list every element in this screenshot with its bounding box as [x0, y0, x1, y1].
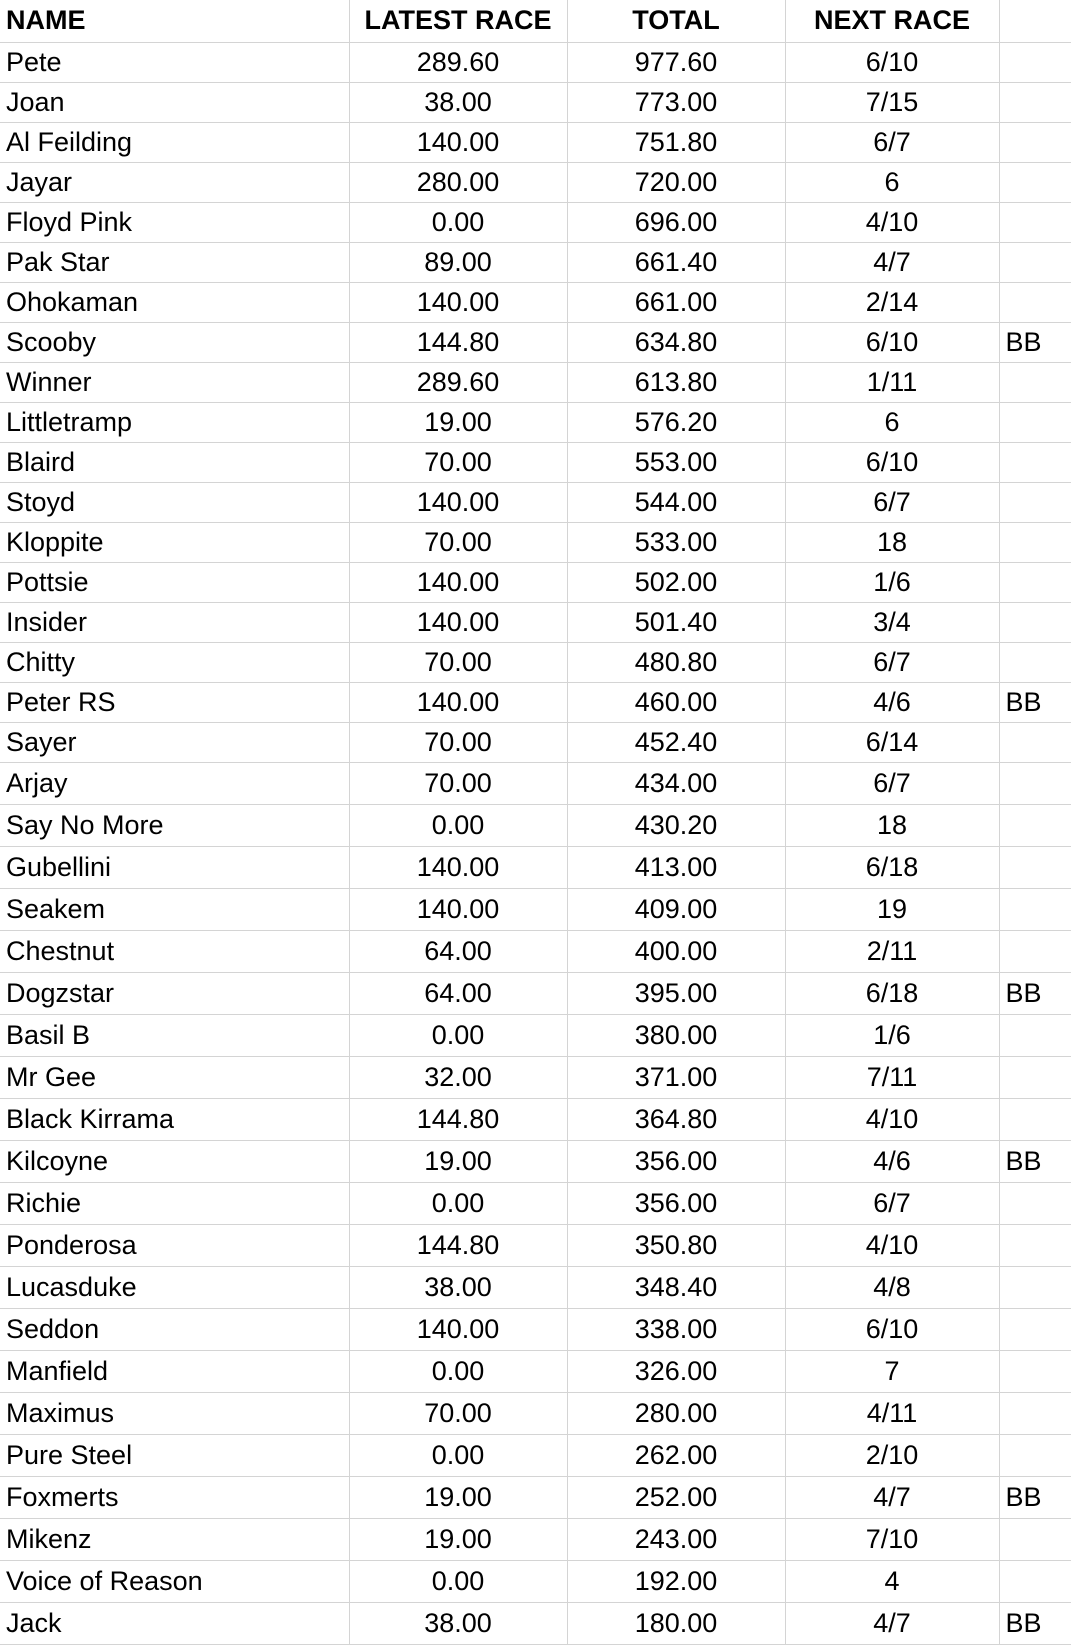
table-row [0, 1392, 1071, 1434]
cell-latest-race[interactable]: 280.00 [349, 162, 567, 202]
cell-latest-race[interactable]: 19.00 [349, 1476, 567, 1518]
cell-total[interactable]: 262.00 [567, 1434, 785, 1476]
cell-name[interactable]: Chestnut [0, 930, 349, 972]
cell-latest-race[interactable]: 144.80 [349, 1224, 567, 1266]
cell-next-race[interactable]: 4/10 [785, 1224, 999, 1266]
cell-name[interactable]: Kloppite [0, 522, 349, 562]
cell-latest-race[interactable]: 140.00 [349, 122, 567, 162]
cell-flag[interactable] [999, 522, 1071, 562]
table-row [0, 1224, 1071, 1266]
cell-flag[interactable] [999, 846, 1071, 888]
cell-total[interactable]: 280.00 [567, 1392, 785, 1434]
cell-flag[interactable] [999, 1266, 1071, 1308]
table-row [0, 804, 1071, 846]
cell-next-race[interactable]: 2/11 [785, 930, 999, 972]
cell-flag[interactable] [999, 1560, 1071, 1602]
cell-total[interactable]: 413.00 [567, 846, 785, 888]
cell-name[interactable]: Dogzstar [0, 972, 349, 1014]
cell-name[interactable]: Winner [0, 362, 349, 402]
cell-next-race[interactable]: 4/11 [785, 1392, 999, 1434]
cell-total[interactable]: 326.00 [567, 1350, 785, 1392]
table-row [0, 762, 1071, 804]
cell-latest-race[interactable]: 0.00 [349, 202, 567, 242]
cell-flag[interactable]: BB [999, 682, 1071, 722]
cell-next-race[interactable]: 4 [785, 1560, 999, 1602]
table-row [0, 1098, 1071, 1140]
cell-total[interactable]: 613.80 [567, 362, 785, 402]
cell-next-race[interactable]: 4/7 [785, 242, 999, 282]
cell-name[interactable]: Black Kirrama [0, 1098, 349, 1140]
cell-next-race[interactable]: 6/10 [785, 322, 999, 362]
cell-flag[interactable] [999, 242, 1071, 282]
cell-next-race[interactable]: 6/7 [785, 482, 999, 522]
cell-next-race[interactable]: 6/7 [785, 1182, 999, 1224]
table-row [0, 1350, 1071, 1392]
header-row [0, 0, 1071, 42]
cell-total[interactable]: 501.40 [567, 602, 785, 642]
cell-flag[interactable] [999, 1350, 1071, 1392]
cell-latest-race[interactable]: 70.00 [349, 762, 567, 804]
cell-flag[interactable] [999, 722, 1071, 762]
cell-latest-race[interactable]: 140.00 [349, 282, 567, 322]
table-row [0, 1560, 1071, 1602]
table-row [0, 1056, 1071, 1098]
cell-next-race[interactable]: 19 [785, 888, 999, 930]
cell-next-race[interactable]: 4/10 [785, 1098, 999, 1140]
cell-total[interactable]: 338.00 [567, 1308, 785, 1350]
cell-flag[interactable]: BB [999, 1476, 1071, 1518]
cell-latest-race[interactable]: 38.00 [349, 1602, 567, 1644]
cell-next-race[interactable]: 7/10 [785, 1518, 999, 1560]
table-row [0, 1518, 1071, 1560]
table-row [0, 482, 1071, 522]
cell-next-race[interactable]: 7/15 [785, 82, 999, 122]
table-row [0, 522, 1071, 562]
cell-next-race[interactable]: 6/7 [785, 642, 999, 682]
cell-next-race[interactable]: 6/10 [785, 1308, 999, 1350]
cell-name[interactable]: Chitty [0, 642, 349, 682]
cell-latest-race[interactable]: 70.00 [349, 442, 567, 482]
cell-flag[interactable]: BB [999, 1602, 1071, 1644]
cell-name[interactable]: Foxmerts [0, 1476, 349, 1518]
cell-latest-race[interactable]: 140.00 [349, 888, 567, 930]
table-row [0, 602, 1071, 642]
cell-total[interactable]: 977.60 [567, 42, 785, 82]
table-row [0, 122, 1071, 162]
table-row [0, 562, 1071, 602]
table-row [0, 682, 1071, 722]
cell-next-race[interactable]: 6/7 [785, 762, 999, 804]
table-row [0, 82, 1071, 122]
header-flag[interactable] [999, 0, 1071, 42]
cell-total[interactable]: 544.00 [567, 482, 785, 522]
cell-total[interactable]: 661.40 [567, 242, 785, 282]
cell-total[interactable]: 350.80 [567, 1224, 785, 1266]
cell-total[interactable]: 751.80 [567, 122, 785, 162]
table-row [0, 930, 1071, 972]
table-row [0, 722, 1071, 762]
cell-latest-race[interactable]: 140.00 [349, 602, 567, 642]
cell-total[interactable]: 720.00 [567, 162, 785, 202]
cell-total[interactable]: 409.00 [567, 888, 785, 930]
table-row [0, 162, 1071, 202]
cell-total[interactable]: 180.00 [567, 1602, 785, 1644]
cell-flag[interactable] [999, 1098, 1071, 1140]
cell-total[interactable]: 356.00 [567, 1182, 785, 1224]
cell-name[interactable]: Scooby [0, 322, 349, 362]
cell-total[interactable]: 371.00 [567, 1056, 785, 1098]
cell-total[interactable]: 434.00 [567, 762, 785, 804]
cell-total[interactable]: 395.00 [567, 972, 785, 1014]
cell-flag[interactable]: BB [999, 1140, 1071, 1182]
table-row [0, 642, 1071, 682]
cell-latest-race[interactable]: 140.00 [349, 846, 567, 888]
cell-flag[interactable] [999, 362, 1071, 402]
cell-flag[interactable] [999, 402, 1071, 442]
cell-flag[interactable]: BB [999, 972, 1071, 1014]
cell-name[interactable]: Joan [0, 82, 349, 122]
cell-name[interactable]: Blaird [0, 442, 349, 482]
cell-latest-race[interactable]: 70.00 [349, 722, 567, 762]
cell-flag[interactable]: BB [999, 322, 1071, 362]
cell-total[interactable]: 364.80 [567, 1098, 785, 1140]
table-row [0, 362, 1071, 402]
cell-latest-race[interactable]: 64.00 [349, 930, 567, 972]
cell-name[interactable]: Pete [0, 42, 349, 82]
cell-total[interactable]: 460.00 [567, 682, 785, 722]
cell-name[interactable]: Seddon [0, 1308, 349, 1350]
cell-name[interactable]: Pottsie [0, 562, 349, 602]
cell-flag[interactable] [999, 1392, 1071, 1434]
table-row [0, 282, 1071, 322]
table-row [0, 1182, 1071, 1224]
header-next-race[interactable]: NEXT RACE [785, 0, 999, 42]
cell-total[interactable]: 576.20 [567, 402, 785, 442]
cell-latest-race[interactable]: 289.60 [349, 42, 567, 82]
cell-next-race[interactable]: 2/14 [785, 282, 999, 322]
cell-latest-race[interactable]: 19.00 [349, 1140, 567, 1182]
cell-flag[interactable] [999, 1056, 1071, 1098]
cell-total[interactable]: 252.00 [567, 1476, 785, 1518]
cell-total[interactable]: 452.40 [567, 722, 785, 762]
cell-latest-race[interactable]: 140.00 [349, 562, 567, 602]
cell-flag[interactable] [999, 482, 1071, 522]
cell-flag[interactable] [999, 642, 1071, 682]
cell-next-race[interactable]: 6/7 [785, 122, 999, 162]
cell-latest-race[interactable]: 144.80 [349, 322, 567, 362]
cell-next-race[interactable]: 6/14 [785, 722, 999, 762]
cell-name[interactable]: Pure Steel [0, 1434, 349, 1476]
cell-next-race[interactable]: 1/11 [785, 362, 999, 402]
cell-name[interactable]: Gubellini [0, 846, 349, 888]
cell-flag[interactable] [999, 282, 1071, 322]
cell-latest-race[interactable]: 19.00 [349, 1518, 567, 1560]
cell-latest-race[interactable]: 0.00 [349, 804, 567, 846]
cell-total[interactable]: 773.00 [567, 82, 785, 122]
cell-name[interactable]: Insider [0, 602, 349, 642]
cell-name[interactable]: Maximus [0, 1392, 349, 1434]
cell-latest-race[interactable]: 140.00 [349, 482, 567, 522]
cell-next-race[interactable]: 6 [785, 402, 999, 442]
table-row [0, 402, 1071, 442]
cell-latest-race[interactable]: 70.00 [349, 522, 567, 562]
cell-next-race[interactable]: 4/6 [785, 682, 999, 722]
cell-name[interactable]: Seakem [0, 888, 349, 930]
cell-latest-race[interactable]: 140.00 [349, 1308, 567, 1350]
cell-latest-race[interactable]: 70.00 [349, 642, 567, 682]
cell-latest-race[interactable]: 289.60 [349, 362, 567, 402]
cell-next-race[interactable]: 4/6 [785, 1140, 999, 1182]
cell-next-race[interactable]: 7/11 [785, 1056, 999, 1098]
table-row [0, 1014, 1071, 1056]
cell-total[interactable]: 243.00 [567, 1518, 785, 1560]
cell-name[interactable]: Basil B [0, 1014, 349, 1056]
cell-flag[interactable] [999, 1434, 1071, 1476]
cell-next-race[interactable]: 18 [785, 804, 999, 846]
cell-latest-race[interactable]: 32.00 [349, 1056, 567, 1098]
cell-flag[interactable] [999, 1014, 1071, 1056]
cell-flag[interactable] [999, 1308, 1071, 1350]
table-row [0, 1602, 1071, 1644]
cell-next-race[interactable]: 1/6 [785, 562, 999, 602]
cell-next-race[interactable]: 18 [785, 522, 999, 562]
cell-name[interactable]: Sayer [0, 722, 349, 762]
cell-next-race[interactable]: 4/7 [785, 1602, 999, 1644]
cell-name[interactable]: Jayar [0, 162, 349, 202]
cell-flag[interactable] [999, 1182, 1071, 1224]
cell-latest-race[interactable]: 19.00 [349, 402, 567, 442]
cell-name[interactable]: Floyd Pink [0, 202, 349, 242]
cell-flag[interactable] [999, 42, 1071, 82]
table-row [0, 1476, 1071, 1518]
cell-latest-race[interactable]: 144.80 [349, 1098, 567, 1140]
cell-total[interactable]: 696.00 [567, 202, 785, 242]
header-name[interactable]: NAME [0, 0, 349, 42]
cell-name[interactable]: Richie [0, 1182, 349, 1224]
cell-latest-race[interactable]: 89.00 [349, 242, 567, 282]
cell-next-race[interactable]: 4/8 [785, 1266, 999, 1308]
table-row [0, 442, 1071, 482]
cell-flag[interactable] [999, 442, 1071, 482]
cell-latest-race[interactable]: 0.00 [349, 1350, 567, 1392]
cell-next-race[interactable]: 6 [785, 162, 999, 202]
cell-next-race[interactable]: 6/10 [785, 42, 999, 82]
cell-total[interactable]: 380.00 [567, 1014, 785, 1056]
cell-total[interactable]: 661.00 [567, 282, 785, 322]
cell-latest-race[interactable]: 64.00 [349, 972, 567, 1014]
cell-flag[interactable] [999, 162, 1071, 202]
cell-flag[interactable] [999, 122, 1071, 162]
cell-total[interactable]: 356.00 [567, 1140, 785, 1182]
cell-latest-race[interactable]: 0.00 [349, 1560, 567, 1602]
table-row [0, 42, 1071, 82]
cell-flag[interactable] [999, 1224, 1071, 1266]
cell-latest-race[interactable]: 0.00 [349, 1014, 567, 1056]
cell-name[interactable]: Kilcoyne [0, 1140, 349, 1182]
table-row [0, 1140, 1071, 1182]
cell-flag[interactable] [999, 762, 1071, 804]
cell-total[interactable]: 400.00 [567, 930, 785, 972]
cell-name[interactable]: Pak Star [0, 242, 349, 282]
cell-flag[interactable] [999, 1518, 1071, 1560]
cell-latest-race[interactable]: 0.00 [349, 1434, 567, 1476]
cell-total[interactable]: 634.80 [567, 322, 785, 362]
cell-total[interactable]: 430.20 [567, 804, 785, 846]
cell-name[interactable]: Lucasduke [0, 1266, 349, 1308]
cell-next-race[interactable]: 7 [785, 1350, 999, 1392]
table-row [0, 1308, 1071, 1350]
cell-total[interactable]: 533.00 [567, 522, 785, 562]
header-total[interactable]: TOTAL [567, 0, 785, 42]
cell-name[interactable]: Ohokaman [0, 282, 349, 322]
table-row [0, 322, 1071, 362]
cell-total[interactable]: 348.40 [567, 1266, 785, 1308]
cell-total[interactable]: 502.00 [567, 562, 785, 602]
cell-latest-race[interactable]: 140.00 [349, 682, 567, 722]
cell-name[interactable]: Al Feilding [0, 122, 349, 162]
cell-next-race[interactable]: 2/10 [785, 1434, 999, 1476]
table-row [0, 202, 1071, 242]
cell-flag[interactable] [999, 82, 1071, 122]
cell-name[interactable]: Peter RS [0, 682, 349, 722]
cell-name[interactable]: Littletramp [0, 402, 349, 442]
cell-next-race[interactable]: 6/10 [785, 442, 999, 482]
cell-flag[interactable] [999, 202, 1071, 242]
cell-total[interactable]: 553.00 [567, 442, 785, 482]
cell-total[interactable]: 192.00 [567, 1560, 785, 1602]
cell-name[interactable]: Ponderosa [0, 1224, 349, 1266]
cell-next-race[interactable]: 6/18 [785, 972, 999, 1014]
cell-name[interactable]: Arjay [0, 762, 349, 804]
cell-name[interactable]: Manfield [0, 1350, 349, 1392]
cell-latest-race[interactable]: 70.00 [349, 1392, 567, 1434]
table-row [0, 242, 1071, 282]
table-row [0, 1434, 1071, 1476]
cell-next-race[interactable]: 6/18 [785, 846, 999, 888]
cell-next-race[interactable]: 4/10 [785, 202, 999, 242]
cell-flag[interactable] [999, 888, 1071, 930]
cell-name[interactable]: Voice of Reason [0, 1560, 349, 1602]
cell-name[interactable]: Mr Gee [0, 1056, 349, 1098]
cell-name[interactable]: Say No More [0, 804, 349, 846]
cell-next-race[interactable]: 4/7 [785, 1476, 999, 1518]
table-row [0, 1266, 1071, 1308]
header-latest-race[interactable]: LATEST RACE [349, 0, 567, 42]
cell-latest-race[interactable]: 38.00 [349, 1266, 567, 1308]
cell-next-race[interactable]: 1/6 [785, 1014, 999, 1056]
cell-flag[interactable] [999, 602, 1071, 642]
cell-total[interactable]: 480.80 [567, 642, 785, 682]
cell-name[interactable]: Stoyd [0, 482, 349, 522]
cell-flag[interactable] [999, 562, 1071, 602]
table-row [0, 888, 1071, 930]
cell-next-race[interactable]: 3/4 [785, 602, 999, 642]
table-row [0, 846, 1071, 888]
cell-latest-race[interactable]: 0.00 [349, 1182, 567, 1224]
table-row [0, 972, 1071, 1014]
cell-name[interactable]: Jack [0, 1602, 349, 1644]
cell-flag[interactable] [999, 930, 1071, 972]
cell-flag[interactable] [999, 804, 1071, 846]
cell-name[interactable]: Mikenz [0, 1518, 349, 1560]
cell-latest-race[interactable]: 38.00 [349, 82, 567, 122]
